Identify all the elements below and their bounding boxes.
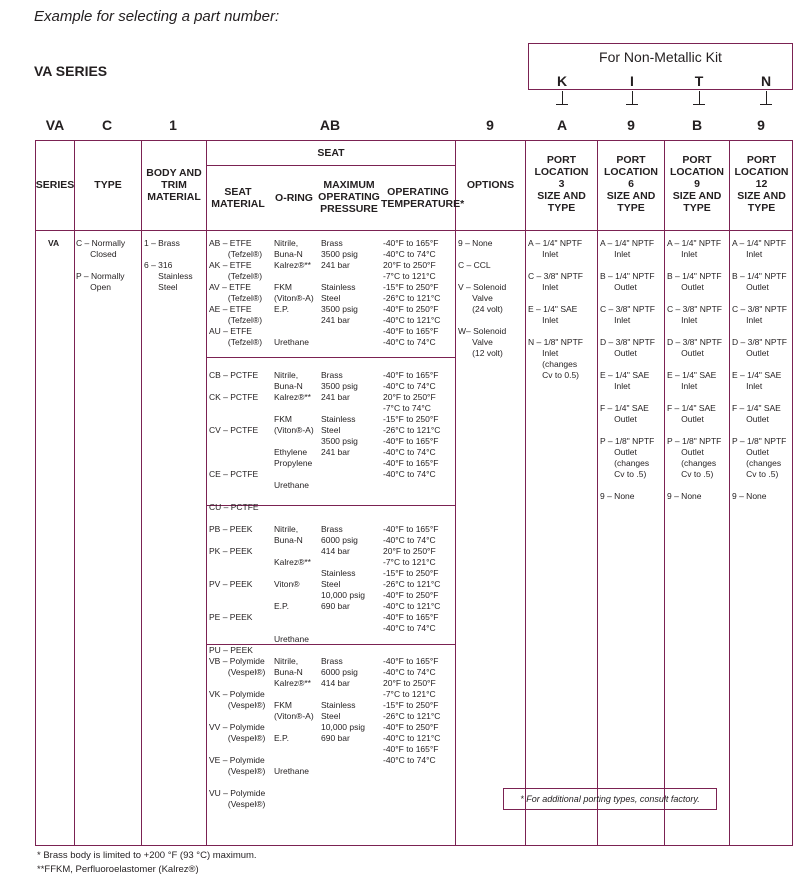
kit-letter-k: K (556, 73, 568, 89)
cell-port-location-6: A – 1/4" NPTF Inlet B – 1/4" NPTF Outlet C – 3/8" NPTF Inlet D – 3/8" NPTF Outlet E – 1/4" SAE Inlet F – 1/4" SAE Outlet P – 1/8" NPTF Outlet (changes Cv to .5) 9 – None (600, 238, 655, 501)
kit-tick (766, 91, 767, 105)
example-title: Example for selecting a part number: (34, 8, 280, 25)
seat-group-etfe-pressure: Brass 3500 psig 241 bar Stainless Steel 3500 psig 241 bar (321, 238, 358, 325)
code-port12: 9 (757, 117, 765, 133)
kit-letter-i: I (630, 73, 634, 89)
header-body-material: BODY AND TRIM MATERIAL (146, 167, 202, 203)
porting-note: * For additional porting types, consult factory. (503, 788, 717, 810)
seat-header-divider (206, 165, 455, 166)
code-seat: AB (319, 117, 341, 133)
col-divider (206, 140, 207, 846)
seat-group-etfe-material: AB – ETFE (Tefzel®) AK – ETFE (Tefzel®) AV – ETFE (Tefzel®) AE – ETFE (Tefzel®) AU – ETFE (Tefzel®) (209, 238, 263, 347)
code-options: 9 (486, 117, 494, 133)
col-divider (455, 140, 456, 846)
header-series: SERIES (35, 179, 75, 191)
seat-group-polymide-material: VB – Polymide (Vespel®) VK – Polymide (Vespel®) VV – Polymide (Vespel®) VE – Polymide (Vespel®) VU – Polymide (Vespel®) (209, 656, 266, 809)
seat-group-divider (206, 357, 455, 358)
kit-tick-bar (693, 104, 705, 105)
seat-group-pctfe-temperature: -40°F to 165°F -40°C to 74°C 20°F to 250°F -7°C to 74°C -15°F to 250°F -26°C to 121°C -40°F to 165°F -40°C to 74°C -40°F to 165°F -40°C to 74°C (383, 370, 441, 479)
header-port-location-12: PORT LOCATION 12 SIZE AND TYPE (734, 154, 789, 214)
seat-group-polymide-temperature: -40°F to 165°F -40°C to 74°C 20°F to 250°F -7°C to 121°C -15°F to 250°F -26°C to 121°C -40°F to 250°F -40°C to 121°C -40°F to 165°F -40°C to 74°C (383, 656, 441, 765)
cell-port-location-9: A – 1/4" NPTF Inlet B – 1/4" NPTF Outlet C – 3/8" NPTF Inlet D – 3/8" NPTF Outlet E – 1/4" SAE Inlet F – 1/4" SAE Outlet P – 1/8" NPTF Outlet (changes Cv to .5) 9 – None (667, 238, 722, 501)
kit-tick-bar (556, 104, 568, 105)
header-operating-temperature: OPERATING TEMPERATURE* (381, 186, 465, 210)
kit-letter-n: N (760, 73, 772, 89)
header-port-location-9: PORT LOCATION 9 SIZE AND TYPE (669, 154, 725, 214)
kit-tick-bar (626, 104, 638, 105)
col-divider (74, 140, 75, 846)
kit-tick (699, 91, 700, 105)
col-divider (664, 140, 665, 846)
seat-group-pctfe-material: CB – PCTFE CK – PCTFE CV – PCTFE CE – PCTFE CU – PCTFE (209, 370, 259, 512)
cell-port-location-12: A – 1/4" NPTF Inlet B – 1/4" NPTF Outlet C – 3/8" NPTF Inlet D – 3/8" NPTF Outlet E – 1/4" SAE Inlet F – 1/4" SAE Outlet P – 1/8" NPTF Outlet (changes Cv to .5) 9 – None (732, 238, 787, 501)
header-seat-material: SEAT MATERIAL (211, 186, 265, 210)
cell-options: 9 – None C – CCL V – Solenoid Valve (24 volt) W– Solenoid Valve (12 volt) (458, 238, 507, 358)
col-divider (597, 140, 598, 846)
header-max-pressure: MAXIMUM OPERATING PRESSURE (318, 179, 380, 215)
kit-letter-t: T (694, 73, 704, 89)
col-divider (141, 140, 142, 846)
seat-group-peek-temperature: -40°F to 165°F -40°C to 74°C 20°F to 250°F -7°C to 121°C -15°F to 250°F -26°C to 121°C -40°F to 250°F -40°C to 121°C -40°F to 165°F -40°C to 74°C (383, 524, 441, 633)
seat-group-polymide-oring: Nitrile, Buna-N Kalrez®** FKM (Viton®-A) E.P. Urethane (274, 656, 314, 776)
col-divider (729, 140, 730, 846)
col-divider (525, 140, 526, 846)
header-options: OPTIONS (466, 179, 515, 191)
series-title: VA SERIES (34, 63, 108, 79)
seat-group-etfe-oring: Nitrile, Buna-N Kalrez®** FKM (Viton®-A) E.P. Urethane (274, 238, 314, 347)
code-type: C (101, 117, 113, 133)
header-type: TYPE (94, 179, 122, 191)
kit-tick (562, 91, 563, 105)
seat-group-etfe-temperature: -40°F to 165°F -40°C to 74°C 20°F to 250°F -7°C to 121°C -15°F to 250°F -26°C to 121°C -40°F to 250°F -40°C to 121°C -40°F to 165°F -40°C to 74°C (383, 238, 441, 347)
header-divider (35, 230, 793, 231)
header-o-ring: O-RING (275, 192, 313, 204)
code-body: 1 (169, 117, 177, 133)
kit-tick (632, 91, 633, 105)
code-port9: B (691, 117, 703, 133)
header-port-location-6: PORT LOCATION 6 SIZE AND TYPE (603, 154, 659, 214)
kit-tick-bar (760, 104, 772, 105)
footnote-ffkm: **FFKM, Perfluoroelastomer (Kalrez®) (37, 864, 199, 875)
seat-group-peek-material: PB – PEEK PK – PEEK PV – PEEK PE – PEEK PU – PEEK (209, 524, 253, 655)
header-port-location-3: PORT LOCATION 3 SIZE AND TYPE (534, 154, 589, 214)
seat-group-polymide-pressure: Brass 6000 psig 414 bar Stainless Steel 10,000 psig 690 bar (321, 656, 365, 743)
footnote-brass: * Brass body is limited to +200 °F (93 °C) maximum. (37, 850, 257, 861)
code-port3: A (556, 117, 568, 133)
cell-body-material: 1 – Brass 6 – 316 Stainless Steel (144, 238, 193, 292)
seat-group-peek-oring: Nitrile, Buna-N Kalrez®** Viton® E.P. Urethane (274, 524, 311, 644)
seat-group-peek-pressure: Brass 6000 psig 414 bar Stainless Steel 10,000 psig 690 bar (321, 524, 365, 611)
cell-series: VA (48, 238, 60, 248)
kit-title: For Non-Metallic Kit (599, 49, 722, 65)
seat-group-pctfe-oring: Nitrile, Buna-N Kalrez®** FKM (Viton®-A) Ethylene Propylene Urethane (274, 370, 314, 490)
code-series: VA (45, 117, 65, 133)
code-port6: 9 (627, 117, 635, 133)
header-seat: SEAT (317, 147, 345, 159)
seat-group-pctfe-pressure: Brass 3500 psig 241 bar Stainless Steel 3500 psig 241 bar (321, 370, 358, 457)
cell-port-location-3: A – 1/4" NPTF Inlet C – 3/8" NPTF Inlet E – 1/4" SAE Inlet N – 1/8" NPTF Inlet (changes Cv to 0.5) (528, 238, 583, 380)
cell-type: C – Normally Closed P – Normally Open (76, 238, 126, 292)
